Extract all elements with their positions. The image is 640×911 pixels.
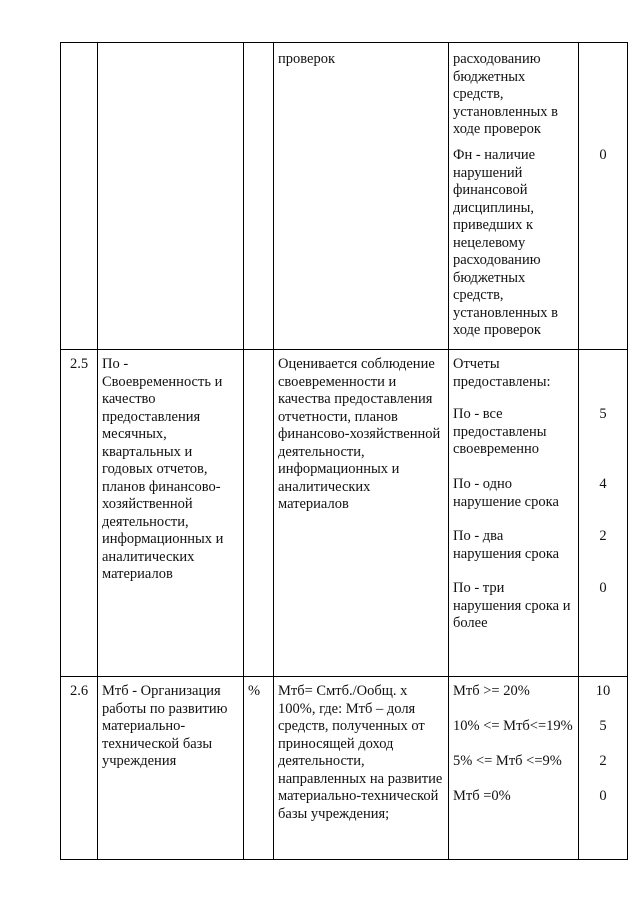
row-number: 2.5 xyxy=(61,350,98,677)
criteria-item: 10% <= Мтб<=19% xyxy=(453,718,573,734)
score-value: 0 xyxy=(599,788,607,804)
score-value: 10 xyxy=(595,683,611,699)
score-cell xyxy=(579,677,628,860)
indicator-cell: По - Своевременность и качество предоставления месячных, квартальных и годовых отчетов, планов финансово-хозяйственной деятельности, информационных и аналитических материалов xyxy=(98,350,244,677)
method-text: проверок xyxy=(278,51,336,67)
table-row xyxy=(61,350,628,677)
score-cell xyxy=(579,43,628,350)
score-cell xyxy=(579,350,628,677)
criteria-cell xyxy=(449,43,579,350)
criteria-item: расходованию бюджетных средств, установленных в ходе проверок xyxy=(453,51,558,137)
indicator-cell: Мтб - Организация работы по развитию материально-технической базы учреждения xyxy=(98,677,244,860)
criteria-cell xyxy=(449,350,579,677)
table-row xyxy=(61,43,628,350)
unit-cell: % xyxy=(244,677,274,860)
score-value: 0 xyxy=(599,580,607,596)
criteria-cell xyxy=(449,677,579,860)
score-value: 2 xyxy=(599,753,607,769)
row-number xyxy=(61,43,98,350)
table-row xyxy=(61,677,628,860)
unit-cell xyxy=(244,43,274,350)
score-value: 2 xyxy=(599,528,607,544)
criteria-table xyxy=(60,42,628,860)
criteria-item: Фн - наличие нарушений финансовой дисциплины, приведших к нецелевому расходованию бюджетных средств, установленных в ходе проверок xyxy=(453,147,558,338)
criteria-item: Мтб =0% xyxy=(453,788,511,804)
criteria-item: По - три нарушения срока и более xyxy=(453,580,571,631)
criteria-item: 5% <= Мтб <=9% xyxy=(453,753,562,769)
score-value: 4 xyxy=(599,476,607,492)
criteria-item: Мтб >= 20% xyxy=(453,683,530,699)
method-cell xyxy=(274,43,449,350)
score-value xyxy=(583,51,623,141)
criteria-item: По - одно нарушение срока xyxy=(453,476,559,510)
score-value: 5 xyxy=(599,406,607,422)
score-value: 0 xyxy=(599,147,607,163)
criteria-item: По - все предоставлены своевременно xyxy=(453,406,547,457)
indicator-cell xyxy=(98,43,244,350)
score-value: 5 xyxy=(599,718,607,734)
criteria-header: Отчеты предоставлены: xyxy=(453,356,551,390)
method-cell: Оценивается соблюдение своевременности и качества предоставления отчетности, планов финансово-хозяйственной деятельности, информационных и аналитических материалов xyxy=(274,350,449,677)
method-cell: Мтб= Смтб./Ообщ. х 100%, где: Мтб – доля средств, полученных от приносящей доход деятельности, направленных на развитие материально-технической базы учреждения; xyxy=(274,677,449,860)
row-number: 2.6 xyxy=(61,677,98,860)
unit-cell xyxy=(244,350,274,677)
criteria-item: По - два нарушения срока xyxy=(453,528,560,562)
